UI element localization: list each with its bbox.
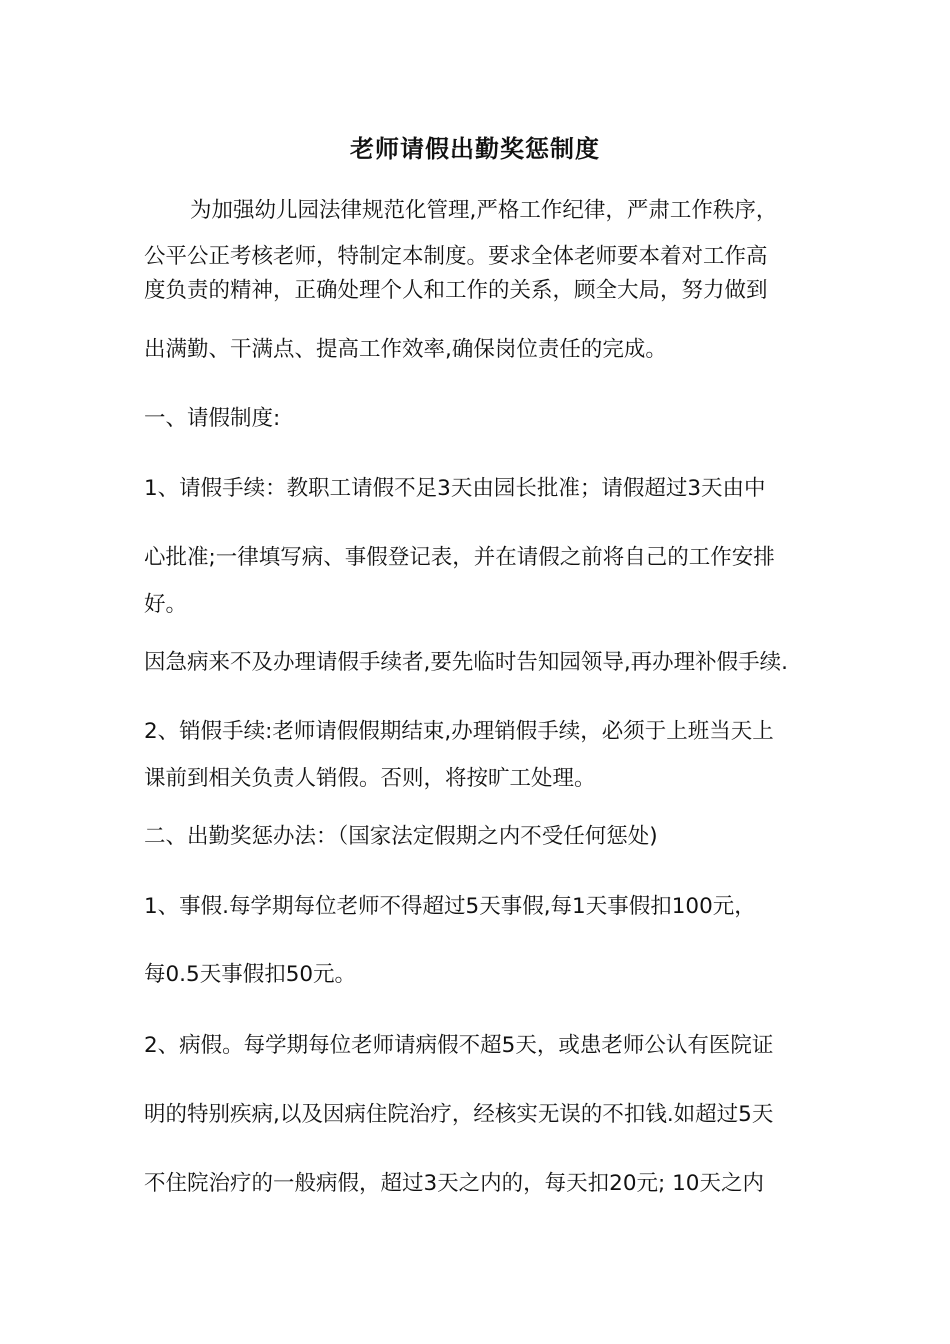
paragraph-line: 出满勤、干满点、提高工作效率,确保岗位责任的完成。 bbox=[144, 337, 667, 362]
paragraph-line: 课前到相关负责人销假。否则，将按旷工处理。 bbox=[144, 766, 596, 791]
section-heading: 一、请假制度: bbox=[144, 406, 281, 431]
paragraph-line: 2、销假手续:老师请假假期结束,办理销假手续，必须于上班当天上 bbox=[144, 719, 774, 744]
document-title: 老师请假出勤奖惩制度 bbox=[350, 135, 600, 163]
paragraph-line: 明的特别疾病,以及因病住院治疗，经核实无误的不扣钱.如超过5天 bbox=[144, 1102, 774, 1127]
paragraph-line: 因急病来不及办理请假手续者,要先临时告知园领导,再办理补假手续. bbox=[144, 650, 789, 675]
paragraph-line: 不住院治疗的一般病假，超过3天之内的，每天扣20元; 10天之内 bbox=[144, 1171, 764, 1196]
paragraph-line: 1、事假.每学期每位老师不得超过5天事假,每1天事假扣100元， bbox=[144, 894, 756, 919]
paragraph-line: 为加强幼儿园法律规范化管理,严格工作纪律，严肃工作秩序， bbox=[190, 198, 778, 223]
paragraph-line: 公平公正考核老师，特制定本制度。要求全体老师要本着对工作高 bbox=[144, 244, 768, 269]
paragraph-line: 好。 bbox=[144, 592, 188, 617]
paragraph-line: 2、病假。每学期每位老师请病假不超5天，或患老师公认有医院证 bbox=[144, 1033, 774, 1058]
paragraph-line: 1、请假手续：教职工请假不足3天由园长批准；请假超过3天由中 bbox=[144, 476, 766, 501]
section-heading: 二、出勤奖惩办法：（国家法定假期之内不受任何惩处) bbox=[144, 824, 658, 849]
paragraph-line: 度负责的精神，正确处理个人和工作的关系，顾全大局，努力做到 bbox=[144, 278, 768, 303]
paragraph-line: 心批准;一律填写病、事假登记表，并在请假之前将自己的工作安排 bbox=[144, 545, 775, 570]
paragraph-line: 每0.5天事假扣50元。 bbox=[144, 962, 357, 987]
